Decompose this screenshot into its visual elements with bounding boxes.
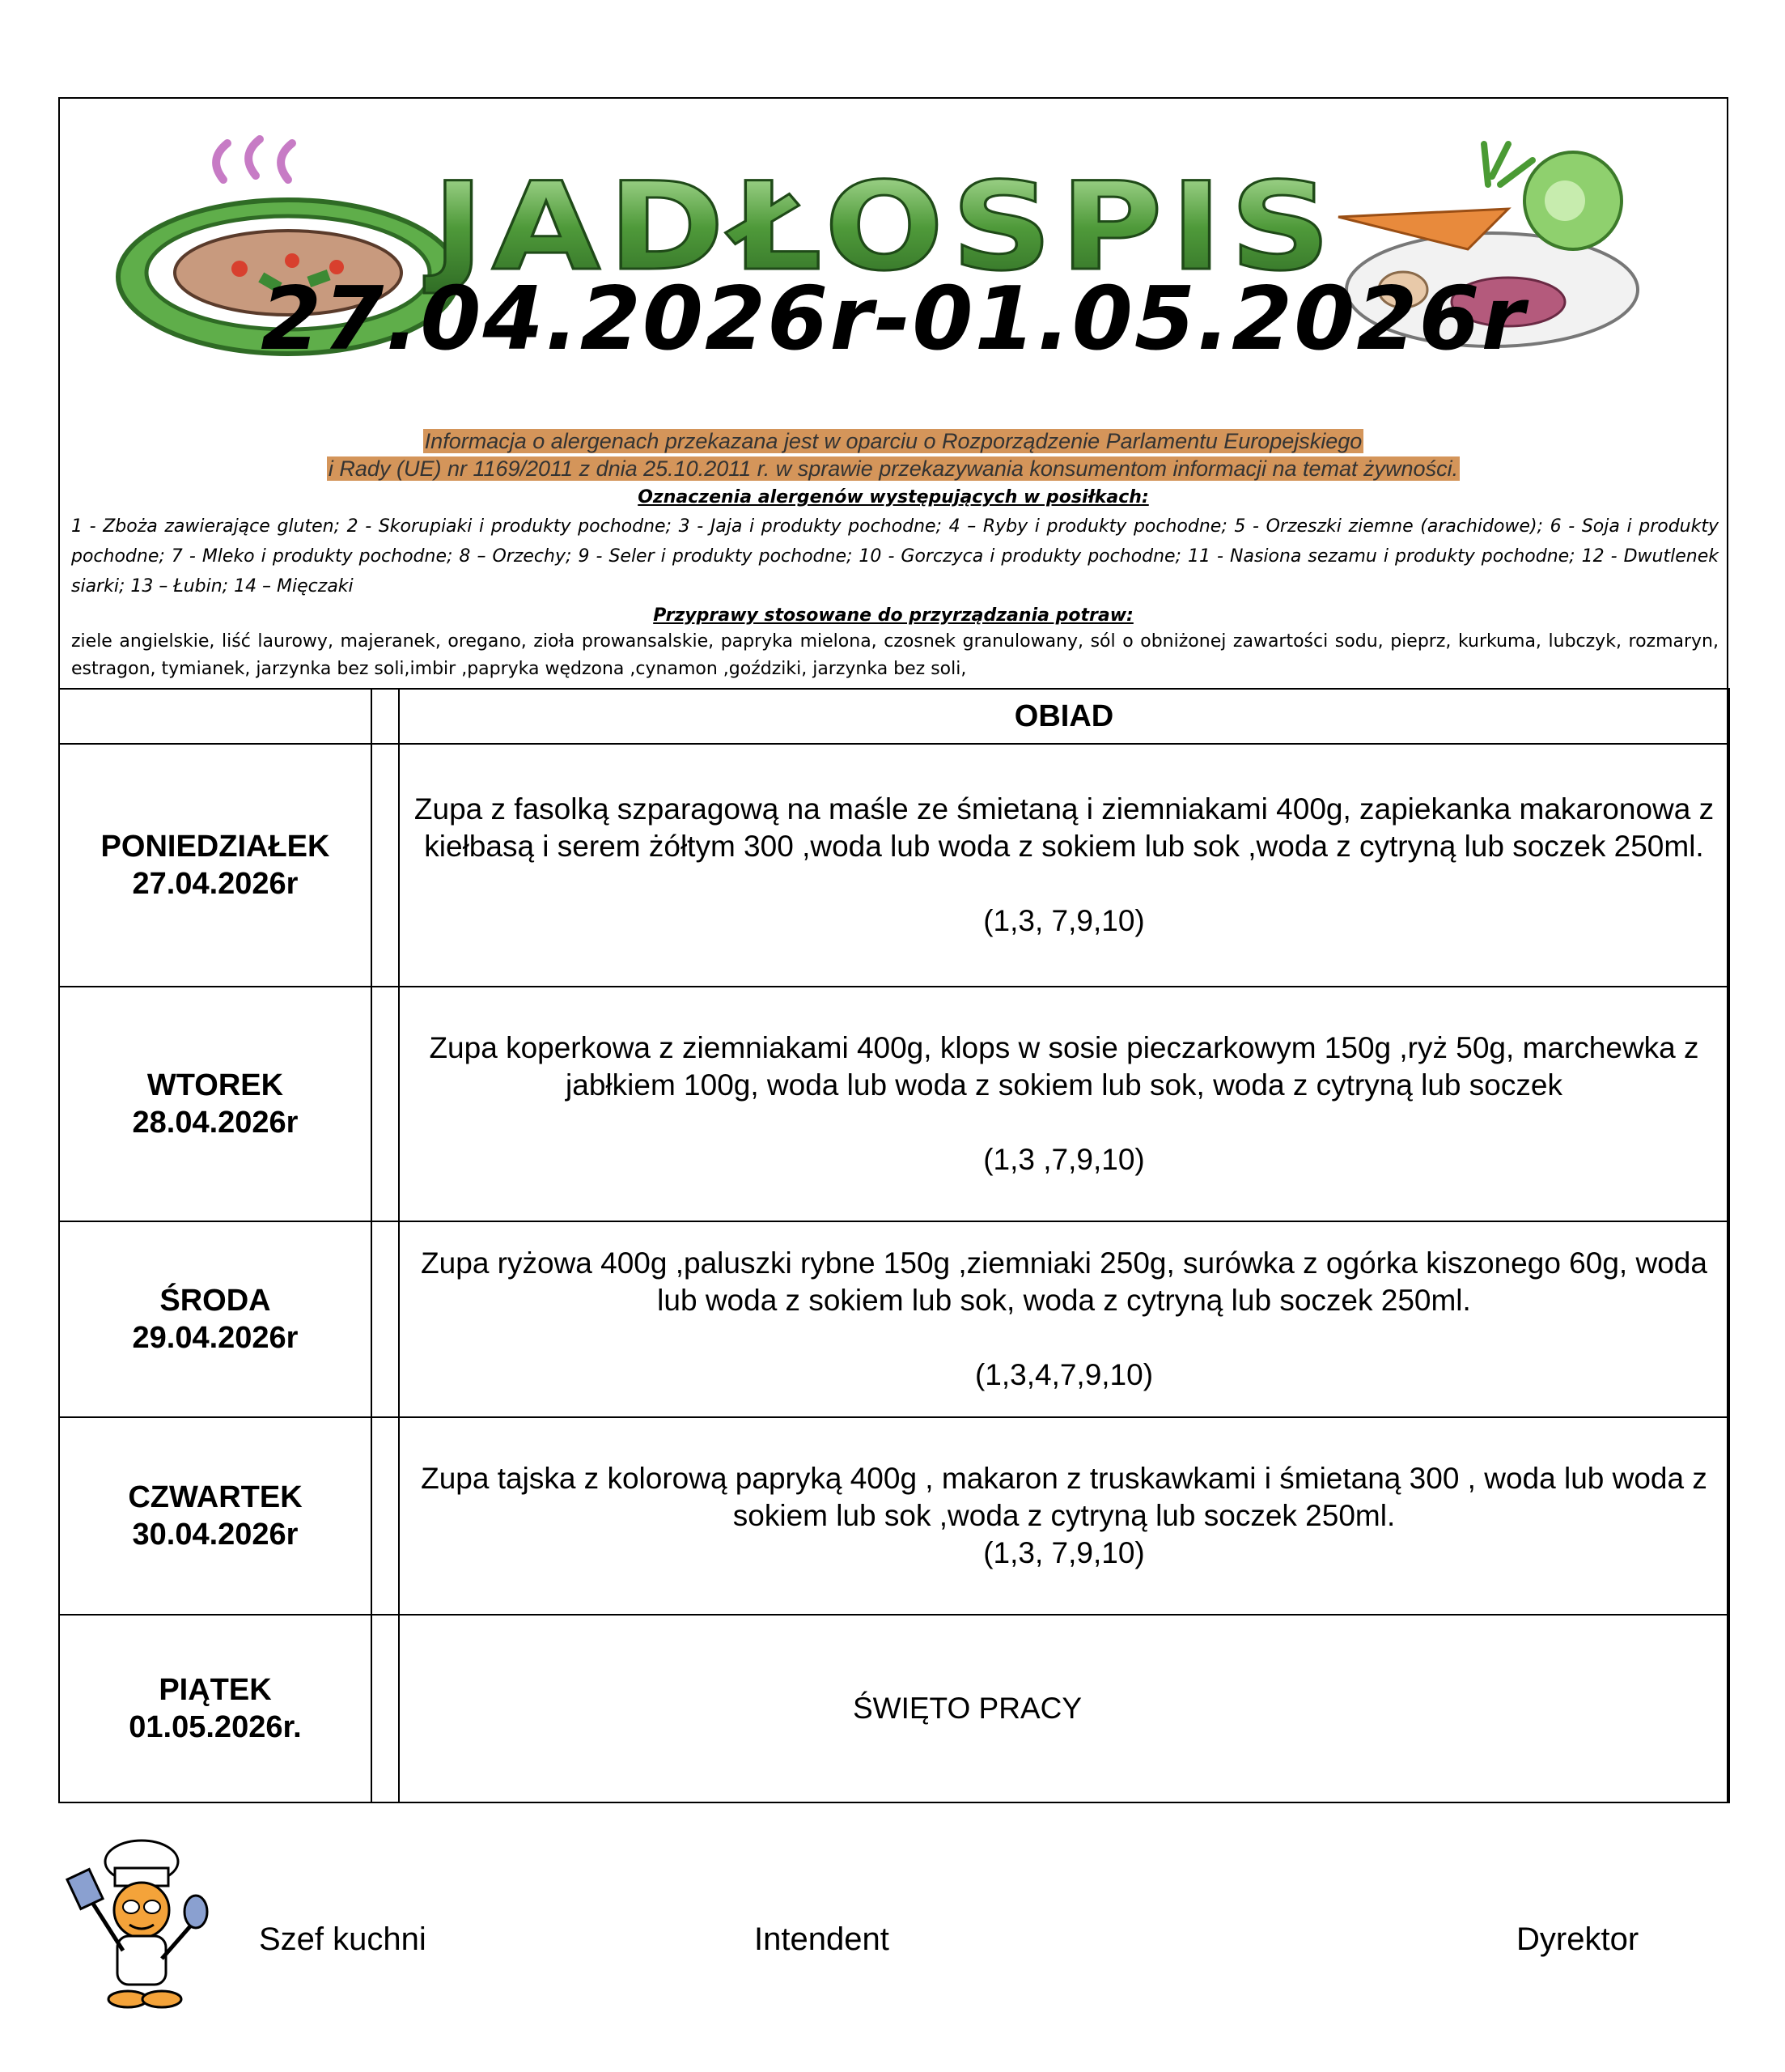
day-name: WTOREK [146,1068,284,1102]
day-date: 29.04.2026r [132,1321,299,1355]
allergens-list: 1 - Zboża zawierające gluten; 2 - Skorupiaki i produkty pochodne; 3 - Jaja i produkty pochodne; 4 – Ryby i produkty pochodne; 5 - Orzeszki ziemne (arachidowe); 6 - Soja i produkty pochodne; 7 - Mleko i produkty pochodne; 8 – Orzechy; 9 - Seler i produkty pochodne; 10 - Gorczyca i produkty pochodne; 11 - Nasiona sezamu i produkty pochodne; 12 - Dwutlenek siarki; 13 – Łubin; 14 – Mięczaki [71,516,1719,597]
table-row [59,987,1729,1221]
chef-signature-label: Szef kuchni [259,1921,426,1957]
director-signature-label: Dyrektor [1516,1921,1639,1957]
chef-cat-icon [57,1837,218,2015]
signature-footer [0,1837,1785,2015]
day-name: CZWARTEK [128,1480,303,1514]
meal-allergens: (1,3, 7,9,10) [983,1536,1145,1569]
table-row [59,744,1729,987]
day-cell [59,987,371,1221]
table-row [59,1221,1729,1417]
day-name: PONIEDZIAŁEK [100,830,330,864]
menu-sheet [58,97,1728,1803]
meal-description: Zupa ryżowa 400g ,paluszki rybne 150g ,ziemniaki 250g, surówka z ogórka kiszonego 60g, woda lub woda z sokiem lub sok, woda z cytryną lub soczek 250ml. [421,1246,1707,1317]
spices-heading: Przyprawy stosowane do przyrządzania potraw: [653,605,1134,626]
meal-cell [399,987,1729,1221]
logo-text: JADŁOSPIS [423,157,1338,298]
meal-description: Zupa koperkowa z ziemniakami 400g, klops w sosie pieczarkowym 150g ,ryż 50g, marchewka z jabłkiem 100g, woda lub woda z sokiem lub sok, woda z cytryną lub soczek [429,1031,1699,1102]
meal-allergens: (1,3,4,7,9,10) [974,1358,1154,1391]
meal-cell [399,1417,1729,1615]
meal-column-header: OBIAD [399,689,1729,744]
allergen-notice-line-2: i Rady (UE) nr 1169/2011 z dnia 25.10.2011 r. w sprawie przekazywania konsumentom informacji na temat żywności. [328,456,1459,481]
meal-description: Zupa z fasolką szparagową na maśle ze śmietaną i ziemniakami 400g, zapiekanka makaronowa z kiełbasą i serem żółtym 300 ,woda lub woda z sokiem lub sok ,woda z cytryną lub soczek 250ml. [413,792,1715,863]
day-cell [59,1615,371,1802]
spices-list: ziele angielskie, liść laurowy, majeranek, oregano, zioła prowansalskie, papryka mielona, czosnek granulowany, sól o obniżonej zawartości sodu, pieprz, kurkuma, lubczyk, rozmaryn, estragon, tymianek, jarzynka bez soli,imbir ,papryka wędzona ,cynamon ,goździki, jarzynka bez soli, [71,631,1719,679]
allergen-notice-line-1: Informacja o alergenach przekazana jest w oparciu o Rozporządzenie Parlamentu Europejskiego [424,429,1363,453]
day-name: PIĄTEK [159,1673,272,1707]
meal-cell [399,744,1729,987]
day-date: 01.05.2026r. [129,1710,302,1744]
menu-header [60,99,1727,688]
day-cell [59,1221,371,1417]
menu-date-range: 27.04.2026r-01.05.2026r [261,269,1526,370]
meal-allergens: (1,3, 7,9,10) [983,904,1145,937]
day-cell [59,1417,371,1615]
day-date: 30.04.2026r [132,1518,299,1552]
meal-cell [399,1615,1729,1802]
weekly-menu-table [58,688,1730,1803]
meal-description: Zupa tajska z kolorową papryką 400g , makaron z truskawkami i śmietaną 300 , woda lub woda z sokiem lub sok ,woda z cytryną lub soczek 250ml. [421,1462,1707,1532]
meal-description: ŚWIĘTO PRACY [853,1692,1083,1725]
table-row [59,1615,1729,1802]
allergen-regulation-notice [60,427,1727,482]
day-name: ŚRODA [159,1284,271,1318]
intendant-signature-label: Intendent [754,1921,889,1957]
meal-allergens: (1,3 ,7,9,10) [983,1143,1145,1176]
day-date: 27.04.2026r [132,867,299,901]
day-date: 28.04.2026r [132,1106,299,1140]
allergens-heading: Oznaczenia alergenów występujących w posiłkach: [638,487,1149,507]
table-row [59,1417,1729,1615]
meal-cell [399,1221,1729,1417]
table-header-row [59,689,1729,744]
day-cell [59,744,371,987]
